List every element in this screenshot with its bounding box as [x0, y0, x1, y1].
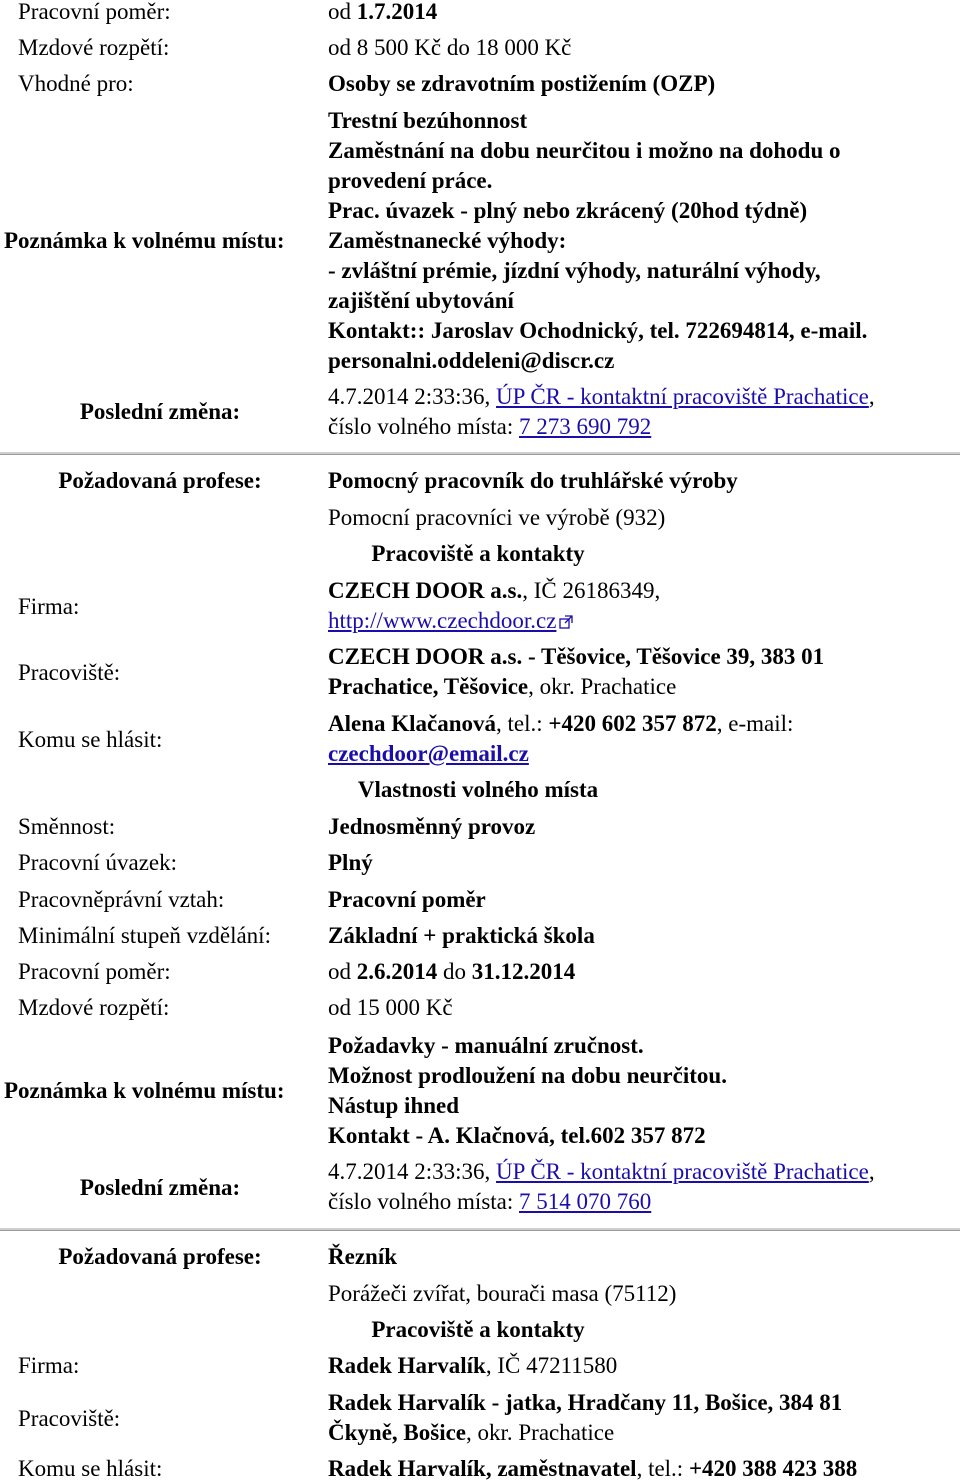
offer1-vhodne-label: Vhodné pro:: [18, 71, 134, 96]
offer3-komu-value: Radek Harvalík, zaměstnavatel, tel.: +420 388 423 388: [328, 1456, 858, 1481]
offer2-vlastnosti-title: Vlastnosti volného místa: [357, 777, 599, 802]
offer2-posledni-label: Poslední změna:: [79, 1175, 241, 1200]
offer3-pracoviste-value: Radek Harvalík - jatka, Hradčany 11, Bošice, 384 81 Čkyně, Bošice, okr. Prachatice: [328, 1390, 843, 1445]
offer3-firma-value: Radek Harvalík, IČ 47211580: [328, 1353, 618, 1378]
offer2-email-link[interactable]: czechdoor@email.cz: [328, 741, 529, 766]
offer3-kontakty-title: Pracoviště a kontakty: [371, 1317, 585, 1342]
offer2-pomer-label: Pracovní poměr:: [18, 959, 171, 984]
offer2-vzdelani-value: Základní + praktická škola: [328, 923, 595, 948]
offer3-profese-sub: Porážeči zvířat, bourači masa (75112): [328, 1281, 677, 1306]
offer2-profese-value: Pomocný pracovník do truhlářské výroby: [328, 468, 738, 493]
offer2-uvazek-value: Plný: [328, 850, 373, 875]
offer1-posledni-label: Poslední změna:: [79, 399, 241, 424]
offer2-smennost-value: Jednosměnný provoz: [328, 814, 536, 839]
offer2-firma-web-link[interactable]: http://www.czechdoor.cz: [328, 608, 557, 633]
offer2-cislo-link[interactable]: 7 514 070 760: [519, 1189, 652, 1214]
offer2-firma-label: Firma:: [18, 594, 80, 619]
offer2-komu-value: Alena Klačanová, tel.: +420 602 357 872, e-mail: czechdoor@email.cz: [328, 711, 794, 766]
external-link-icon[interactable]: [559, 615, 573, 629]
offer2-profese-label: Požadovaná profese:: [58, 468, 262, 493]
offer2-pracoviste-label: Pracoviště:: [18, 660, 121, 685]
offer2-profese-sub: Pomocní pracovníci ve výrobě (932): [328, 505, 666, 530]
offer2-up-cr-link[interactable]: ÚP ČR - kontaktní pracoviště Prachatice: [496, 1159, 869, 1184]
offer2-poznamka-label: Poznámka k volnému místu:: [4, 1078, 285, 1103]
offer3-profese-label: Požadovaná profese:: [58, 1244, 262, 1269]
offer2-vztah-value: Pracovní poměr: [328, 887, 486, 912]
offer1-pracovni-pomer-value: od 1.7.2014: [328, 0, 438, 24]
offer2-mzda-value: od 15 000 Kč: [328, 995, 453, 1020]
offer2-kontakty-title: Pracoviště a kontakty: [371, 541, 585, 566]
offer2-firma-value: CZECH DOOR a.s., IČ 26186349, http://www.czechdoor.cz: [328, 578, 661, 633]
offer2-pomer-value: od 2.6.2014 do 31.12.2014: [328, 959, 576, 984]
offer1-posledni-value: 4.7.2014 2:33:36, ÚP ČR - kontaktní pracoviště Prachatice, číslo volného místa: 7 273 690 792: [328, 384, 875, 439]
offer2-komu-label: Komu se hlásit:: [18, 727, 163, 752]
offer2-posledni-value: 4.7.2014 2:33:36, ÚP ČR - kontaktní pracoviště Prachatice, číslo volného místa: 7 514 070 760: [328, 1159, 875, 1214]
offer3-firma-label: Firma:: [18, 1353, 80, 1378]
offer1-cislo-link[interactable]: 7 273 690 792: [519, 414, 652, 439]
separator: [0, 1228, 960, 1231]
offer2-poznamka-value: Požadavky - manuální zručnost. Možnost prodloužení na dobu neurčitou. Nástup ihned Kontakt - A. Klačnová, tel.602 357 872: [328, 1033, 727, 1148]
offer3-komu-label: Komu se hlásit:: [18, 1456, 163, 1481]
offer3-profese-value: Řezník: [328, 1244, 397, 1269]
offer1-pracovni-pomer-label: Pracovní poměr:: [18, 0, 171, 24]
offer2-smennost-label: Směnnost:: [18, 814, 116, 839]
separator: [0, 452, 960, 455]
offer2-vztah-label: Pracovněprávní vztah:: [18, 887, 225, 912]
offer1-up-cr-link[interactable]: ÚP ČR - kontaktní pracoviště Prachatice: [496, 384, 869, 409]
offer2-pracoviste-value: CZECH DOOR a.s. - Těšovice, Těšovice 39, 383 01 Prachatice, Těšovice, okr. Prachatice: [328, 644, 825, 699]
offer2-vzdelani-label: Minimální stupeň vzdělání:: [18, 923, 271, 948]
offer1-poznamka-value: Trestní bezúhonnost Zaměstnání na dobu neurčitou i možno na dohodu o provedení práce. Prac. úvazek - plný nebo zkrácený (20hod týdně) Zaměstnanecké výhody: - zvláštní prémie, jízdní výhody, naturální výhody, zajištění ubytování Kontakt:: Jaroslav Ochodnický, tel. 722694814, e-mail. personalni.oddeleni@discr.cz: [328, 108, 868, 373]
offer1-mzda-label: Mzdové rozpětí:: [18, 35, 170, 60]
offer2-uvazek-label: Pracovní úvazek:: [18, 850, 178, 875]
offer1-poznamka-label: Poznámka k volnému místu:: [4, 228, 285, 253]
offer3-pracoviste-label: Pracoviště:: [18, 1406, 121, 1431]
offer1-mzda-value: od 8 500 Kč do 18 000 Kč: [328, 35, 572, 60]
offer2-mzda-label: Mzdové rozpětí:: [18, 995, 170, 1020]
offer1-vhodne-value: Osoby se zdravotním postižením (OZP): [328, 71, 716, 96]
